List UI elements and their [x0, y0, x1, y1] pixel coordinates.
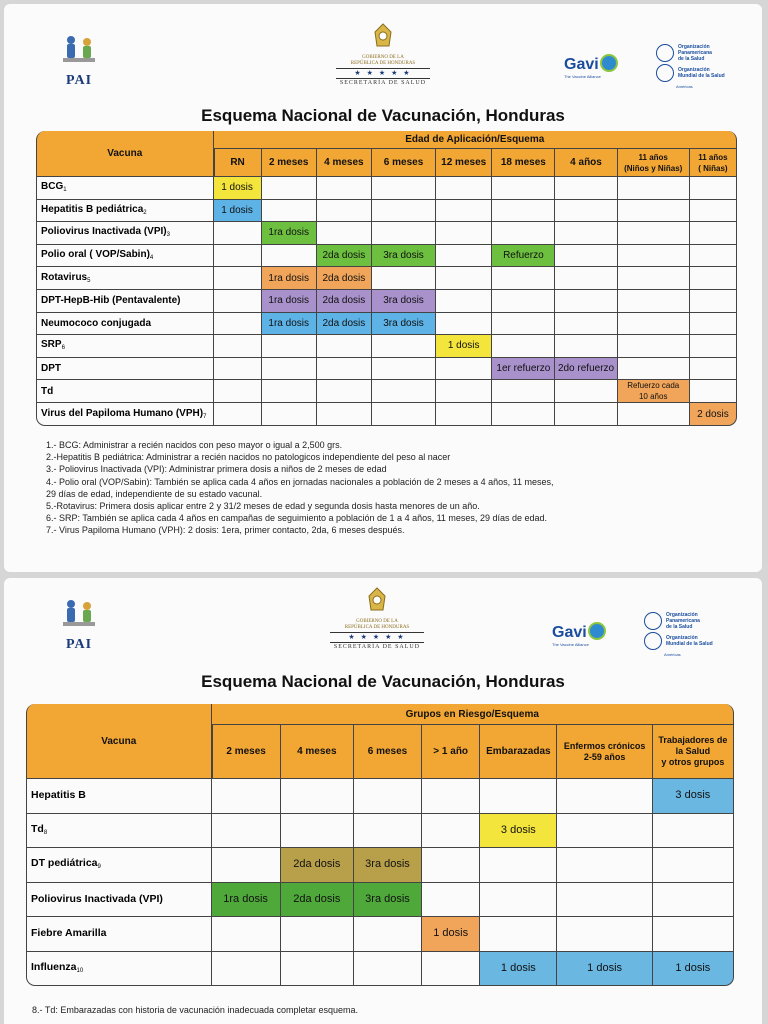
- table-row: [36, 335, 737, 358]
- pai-logo-2: [56, 598, 102, 653]
- empty-cell: [281, 952, 354, 987]
- empty-cell: [436, 267, 492, 290]
- empty-cell: [492, 177, 555, 200]
- empty-cell: [262, 403, 317, 426]
- table-row: [36, 290, 737, 313]
- ops-line2-2: Panamericana: [666, 618, 700, 624]
- empty-cell: [372, 222, 436, 245]
- table-row: [36, 222, 737, 245]
- footnote-marker: 10: [76, 967, 84, 974]
- vaccine-name: [26, 952, 212, 987]
- dose-cell: 3ra dosis: [372, 245, 436, 268]
- vaccine-name-text: Td: [31, 822, 44, 835]
- empty-cell: [214, 290, 262, 313]
- oms-line2-2: Mundial de la Salud: [666, 641, 713, 647]
- note-line: 8.- Td: Embarazadas con historia de vacunación inadecuada completar esquema.: [32, 1005, 359, 1015]
- empty-cell: [262, 200, 317, 223]
- empty-cell: [618, 335, 690, 358]
- empty-cell: [618, 222, 690, 245]
- note-line: 5.-Rotavirus: Primera dosis aplicar entre 2 y 31/2 meses de edad y segunda dosis hasta menores de un año.: [46, 501, 480, 512]
- column-header-4: Embarazadas: [480, 725, 557, 779]
- dose-cell: 2da dosis: [281, 848, 354, 883]
- empty-cell: [436, 358, 492, 381]
- vaccine-name-text: Virus del Papiloma Humano (VPH): [41, 407, 204, 419]
- empty-cell: [690, 358, 737, 381]
- gavi-globe-icon: [588, 622, 606, 640]
- vaccine-name: [36, 313, 214, 336]
- empty-cell: [214, 222, 262, 245]
- empty-cell: [492, 267, 555, 290]
- dose-cell: 1 dosis: [653, 952, 734, 987]
- empty-cell: [492, 290, 555, 313]
- empty-cell: [354, 917, 422, 952]
- dose-cell: Refuerzo cada 10 años: [618, 380, 690, 403]
- empty-cell: [436, 403, 492, 426]
- dose-cell: 1 dosis: [214, 200, 262, 223]
- empty-cell: [214, 245, 262, 268]
- empty-cell: [262, 335, 317, 358]
- table-row: [36, 245, 737, 268]
- empty-cell: [317, 358, 372, 381]
- dose-cell: 1ra dosis: [262, 290, 317, 313]
- pai-figure-icon: [59, 34, 99, 68]
- ops-globe-icon: [644, 612, 662, 630]
- dose-cell: 3ra dosis: [354, 883, 422, 918]
- empty-cell: [492, 222, 555, 245]
- gavi-text-2: Gavi: [552, 624, 587, 641]
- empty-cell: [555, 290, 617, 313]
- honduras-stars: ★ ★ ★ ★ ★: [336, 68, 430, 79]
- empty-cell: [212, 952, 281, 987]
- honduras-logo: [328, 22, 438, 86]
- oms-globe-icon: [656, 64, 674, 82]
- americas-text: Américas: [676, 84, 693, 89]
- risk-notes: [32, 1004, 358, 1016]
- empty-cell: [492, 313, 555, 336]
- dose-cell: 3ra dosis: [372, 313, 436, 336]
- oms-line1-2: Organización: [666, 635, 698, 641]
- empty-cell: [372, 200, 436, 223]
- empty-cell: [492, 380, 555, 403]
- empty-cell: [690, 267, 737, 290]
- vaccine-name: [36, 358, 214, 381]
- dose-cell: 1 dosis: [214, 177, 262, 200]
- empty-cell: [557, 814, 652, 849]
- empty-cell: [480, 779, 557, 814]
- column-header-6: Trabajadores de la Salud y otros grupos: [653, 725, 734, 779]
- empty-cell: [422, 848, 480, 883]
- vaccine-name: [36, 403, 214, 426]
- empty-cell: [214, 403, 262, 426]
- vaccine-name: [26, 779, 212, 814]
- empty-cell: [422, 779, 480, 814]
- empty-cell: [690, 380, 737, 403]
- gavi-text: Gavi: [564, 56, 599, 73]
- empty-cell: [690, 245, 737, 268]
- vaccine-name: [26, 848, 212, 883]
- dose-cell: 1 dosis: [436, 335, 492, 358]
- honduras-line2-2: REPÚBLICA DE HONDURAS: [344, 625, 410, 630]
- oms-line1: Organización: [678, 67, 710, 73]
- vaccine-name: [36, 177, 214, 200]
- empty-cell: [317, 380, 372, 403]
- empty-cell: [618, 313, 690, 336]
- note-line: 3.- Poliovirus Inactivada (VPI): Administrar primera dosis a niños de 2 meses de edad: [46, 464, 387, 475]
- empty-cell: [690, 177, 737, 200]
- empty-cell: [212, 917, 281, 952]
- group-header: Edad de Aplicación/Esquema: [214, 131, 738, 149]
- footnote-marker: 5: [87, 277, 91, 284]
- vaccine-name: [36, 200, 214, 223]
- vaccine-name-text: BCG: [41, 181, 64, 193]
- column-header-5: Enfermos crónicos 2-59 años: [557, 725, 652, 779]
- empty-cell: [436, 200, 492, 223]
- empty-cell: [372, 358, 436, 381]
- empty-cell: [653, 917, 734, 952]
- empty-cell: [317, 177, 372, 200]
- table-row: [36, 177, 737, 200]
- empty-cell: [317, 403, 372, 426]
- column-header-0: 2 meses: [212, 725, 281, 779]
- vaccine-name-text: DT pediátrica: [31, 857, 98, 870]
- column-header-8: 11 años ( Niñas): [690, 149, 737, 177]
- empty-cell: [436, 245, 492, 268]
- note-line: 4.- Polio oral (VOP/Sabin): También se aplica cada 4 años en jornadas nacionales a población de 2 meses a 4 años, 11 meses,: [46, 476, 554, 487]
- dose-cell: 2do refuerzo: [555, 358, 617, 381]
- empty-cell: [436, 380, 492, 403]
- vaccine-name-text: Polio oral ( VOP/Sabin): [41, 249, 150, 261]
- empty-cell: [557, 917, 652, 952]
- dose-cell: 3ra dosis: [354, 848, 422, 883]
- empty-cell: [492, 335, 555, 358]
- table-row: [26, 883, 734, 918]
- dose-cell: 1ra dosis: [262, 267, 317, 290]
- empty-cell: [212, 848, 281, 883]
- empty-cell: [317, 335, 372, 358]
- empty-cell: [317, 200, 372, 223]
- empty-cell: [618, 200, 690, 223]
- footnote-marker: 4: [149, 255, 154, 262]
- dose-cell: 3 dosis: [480, 814, 557, 849]
- note-line: 7.- Virus Papiloma Humano (VPH): 2 dosis: 1era, primer contacto, 2da, 6 meses después.: [46, 525, 405, 536]
- empty-cell: [422, 814, 480, 849]
- honduras-line1-2: GOBIERNO DE LA: [356, 619, 398, 624]
- empty-cell: [492, 200, 555, 223]
- group-header: Grupos en Riesgo/Esquema: [212, 704, 734, 725]
- table-row: [36, 200, 737, 223]
- ops-line3: de la Salud: [678, 56, 705, 62]
- empty-cell: [354, 779, 422, 814]
- empty-cell: [618, 177, 690, 200]
- vaccine-name: [36, 267, 214, 290]
- dose-cell: 3ra dosis: [372, 290, 436, 313]
- empty-cell: [214, 313, 262, 336]
- footnote-marker: 3: [166, 232, 170, 239]
- empty-cell: [262, 380, 317, 403]
- empty-cell: [690, 200, 737, 223]
- ops-oms-logo: [656, 44, 746, 89]
- column-header-2: 6 meses: [354, 725, 422, 779]
- table-row: [36, 313, 737, 336]
- dose-cell: 2da dosis: [317, 290, 372, 313]
- vaccine-name: [36, 380, 214, 403]
- table-row: [36, 358, 737, 381]
- pai-logo: [56, 34, 102, 89]
- empty-cell: [436, 313, 492, 336]
- vaccine-name-text: Neumococo conjugada: [41, 317, 152, 329]
- table-row: [26, 952, 734, 987]
- footnote-marker: 8: [43, 829, 48, 836]
- dose-cell: 2da dosis: [317, 245, 372, 268]
- empty-cell: [212, 779, 281, 814]
- honduras-secretaria-2: SECRETARÍA DE SALUD: [333, 644, 421, 650]
- vacuna-header: Vacuna: [26, 704, 212, 779]
- honduras-line1: GOBIERNO DE LA: [362, 55, 404, 60]
- empty-cell: [555, 267, 617, 290]
- schedule-card-routine: [4, 4, 762, 572]
- dose-cell: 1er refuerzo: [492, 358, 555, 381]
- vaccine-name: [26, 814, 212, 849]
- footnote-marker: 9: [97, 864, 101, 871]
- dose-cell: 2da dosis: [317, 313, 372, 336]
- dose-cell: 3 dosis: [653, 779, 734, 814]
- schedule-card-risk-groups: [4, 578, 762, 1024]
- vaccine-name-text: Rotavirus: [41, 271, 88, 283]
- vaccine-name: [36, 290, 214, 313]
- empty-cell: [555, 403, 617, 426]
- vaccine-name: [36, 245, 214, 268]
- column-header-4: 12 meses: [436, 149, 492, 177]
- vaccine-name-text: Hepatitis B: [31, 789, 86, 802]
- page-title-2: Esquema Nacional de Vacunación, Honduras: [201, 672, 565, 691]
- empty-cell: [214, 335, 262, 358]
- empty-cell: [372, 380, 436, 403]
- empty-cell: [653, 814, 734, 849]
- ops-line1: Organización: [678, 44, 710, 50]
- dose-cell: 2 dosis: [690, 403, 737, 426]
- gavi-globe-icon: [600, 54, 618, 72]
- empty-cell: [354, 952, 422, 987]
- honduras-logo-2: [322, 586, 432, 650]
- empty-cell: [436, 177, 492, 200]
- empty-cell: [372, 267, 436, 290]
- empty-cell: [436, 222, 492, 245]
- gavi-logo-2: [552, 622, 606, 647]
- empty-cell: [555, 222, 617, 245]
- ops-line3-2: de la Salud: [666, 624, 693, 630]
- table-row: [26, 779, 734, 814]
- gavi-logo: [564, 54, 618, 79]
- vaccine-name-text: Poliovirus Inactivada (VPI): [41, 226, 167, 238]
- honduras-line2: REPÚBLICA DE HONDURAS: [350, 61, 416, 66]
- empty-cell: [480, 848, 557, 883]
- note-line: 1.- BCG: Administrar a recién nacidos con peso mayor o igual a 2,500 grs.: [46, 440, 343, 450]
- oms-line2: Mundial de la Salud: [678, 73, 725, 79]
- honduras-seal-icon: [365, 586, 389, 614]
- column-header-1: 4 meses: [281, 725, 354, 779]
- footnote-marker: 7: [203, 413, 207, 420]
- empty-cell: [262, 358, 317, 381]
- footnote-marker: 2: [143, 209, 147, 216]
- dose-cell: 1ra dosis: [262, 313, 317, 336]
- empty-cell: [555, 245, 617, 268]
- vaccine-name-text: Td: [41, 385, 54, 397]
- vaccine-name-text: Hepatitis B pediátrica: [41, 203, 144, 215]
- empty-cell: [262, 177, 317, 200]
- empty-cell: [618, 267, 690, 290]
- column-header-5: 18 meses: [492, 149, 555, 177]
- honduras-secretaria: SECRETARÍA DE SALUD: [339, 80, 427, 86]
- empty-cell: [555, 200, 617, 223]
- table-row: [26, 814, 734, 849]
- empty-cell: [555, 380, 617, 403]
- column-header-1: 2 meses: [262, 149, 317, 177]
- empty-cell: [262, 245, 317, 268]
- oms-globe-icon: [644, 632, 662, 650]
- empty-cell: [618, 403, 690, 426]
- empty-cell: [281, 779, 354, 814]
- dose-cell: 1ra dosis: [262, 222, 317, 245]
- vaccine-name-text: Influenza: [31, 960, 77, 973]
- empty-cell: [653, 848, 734, 883]
- vaccine-name-text: Fiebre Amarilla: [31, 927, 107, 940]
- column-header-3: 6 meses: [372, 149, 436, 177]
- empty-cell: [422, 952, 480, 987]
- empty-cell: [690, 290, 737, 313]
- page-title: Esquema Nacional de Vacunación, Honduras: [201, 106, 565, 125]
- empty-cell: [555, 177, 617, 200]
- dose-cell: 2da dosis: [281, 883, 354, 918]
- empty-cell: [690, 222, 737, 245]
- ops-oms-logo-2: [644, 612, 734, 657]
- column-header-2: 4 meses: [317, 149, 372, 177]
- table-row: [26, 848, 734, 883]
- empty-cell: [212, 814, 281, 849]
- routine-schedule-table: [36, 131, 737, 426]
- column-header-7: 11 años (Niños y Niñas): [618, 149, 690, 177]
- vaccine-name-text: Poliovirus Inactivada (VPI): [31, 892, 163, 905]
- empty-cell: [480, 883, 557, 918]
- column-header-6: 4 años: [555, 149, 617, 177]
- empty-cell: [492, 403, 555, 426]
- column-header-3: > 1 año: [422, 725, 480, 779]
- empty-cell: [618, 290, 690, 313]
- ops-line2: Panamericana: [678, 50, 712, 56]
- empty-cell: [281, 814, 354, 849]
- empty-cell: [372, 177, 436, 200]
- empty-cell: [618, 358, 690, 381]
- empty-cell: [372, 335, 436, 358]
- gavi-tag-2: The Vaccine Alliance: [552, 642, 589, 647]
- empty-cell: [690, 313, 737, 336]
- risk-groups-table: [26, 704, 734, 986]
- empty-cell: [690, 335, 737, 358]
- routine-notes: [46, 439, 553, 537]
- dose-cell: Refuerzo: [492, 245, 555, 268]
- pai-text-2: PAI: [65, 637, 93, 652]
- empty-cell: [557, 883, 652, 918]
- gavi-tag: The Vaccine Alliance: [564, 74, 601, 79]
- table-row: [36, 267, 737, 290]
- note-line: 2.-Hepatitis B pediátrica: Administrar a recién nacidos no patologicos independiente del peso al nacer: [46, 452, 451, 463]
- empty-cell: [653, 883, 734, 918]
- pai-text: PAI: [65, 73, 93, 88]
- table-row: [36, 380, 737, 403]
- empty-cell: [557, 848, 652, 883]
- note-line: 6.- SRP: También se aplica cada 4 años en campañas de seguimiento a población de 1 a 4 años, 11 meses, 29 días de edad.: [46, 513, 547, 524]
- vaccine-name: [26, 917, 212, 952]
- table-row: [36, 403, 737, 426]
- pai-figure-icon: [59, 598, 99, 632]
- empty-cell: [317, 222, 372, 245]
- vaccine-name-text: DPT-HepB-Hib (Pentavalente): [41, 295, 181, 307]
- vaccine-name: [36, 335, 214, 358]
- honduras-stars-2: ★ ★ ★ ★ ★: [330, 632, 424, 643]
- empty-cell: [557, 779, 652, 814]
- column-header-0: RN: [214, 149, 262, 177]
- dose-cell: 1 dosis: [480, 952, 557, 987]
- vaccine-name: [26, 883, 212, 918]
- footnote-marker: 1: [63, 187, 67, 194]
- table-row: [26, 917, 734, 952]
- empty-cell: [372, 403, 436, 426]
- empty-cell: [436, 290, 492, 313]
- empty-cell: [354, 814, 422, 849]
- footnote-marker: 6: [61, 345, 65, 352]
- empty-cell: [555, 335, 617, 358]
- vaccine-name: [36, 222, 214, 245]
- ops-globe-icon: [656, 44, 674, 62]
- dose-cell: 1 dosis: [557, 952, 652, 987]
- empty-cell: [422, 883, 480, 918]
- empty-cell: [618, 245, 690, 268]
- dose-cell: 1 dosis: [422, 917, 480, 952]
- empty-cell: [214, 267, 262, 290]
- dose-cell: 1ra dosis: [212, 883, 281, 918]
- empty-cell: [555, 313, 617, 336]
- note-line: 29 días de edad, independiente de su estado vacunal.: [46, 488, 263, 499]
- vaccine-name-text: SRP: [41, 339, 62, 351]
- ops-line1-2: Organización: [666, 612, 698, 618]
- empty-cell: [214, 358, 262, 381]
- dose-cell: 2da dosis: [317, 267, 372, 290]
- vacuna-header: Vacuna: [36, 131, 214, 177]
- honduras-seal-icon: [371, 22, 395, 50]
- americas-text-2: Américas: [664, 652, 681, 657]
- empty-cell: [214, 380, 262, 403]
- empty-cell: [281, 917, 354, 952]
- vaccine-name-text: DPT: [41, 363, 61, 375]
- empty-cell: [480, 917, 557, 952]
